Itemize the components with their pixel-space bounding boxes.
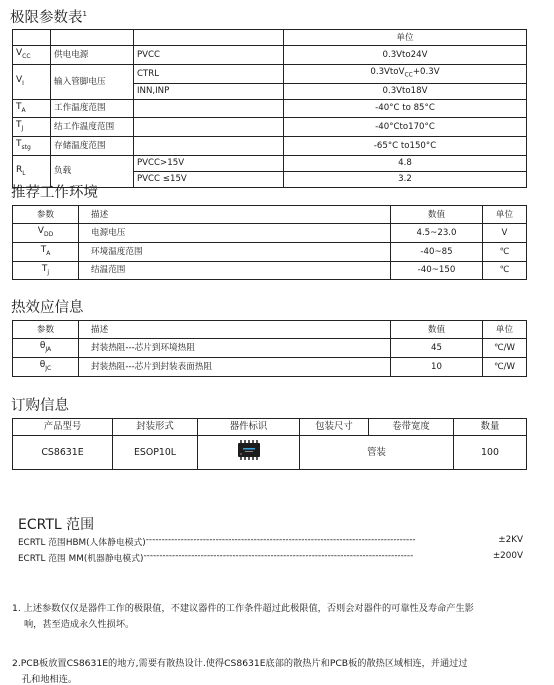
param-symbol: $V_I$ — [13, 64, 51, 99]
recommended-table — [12, 205, 527, 280]
param-condition: PVCC ≤15V — [134, 171, 284, 187]
param-condition: PVCC — [134, 46, 284, 65]
param-name: 供电电源 — [51, 46, 134, 65]
param-desc: 环境温度范围 — [79, 242, 391, 261]
header-unit: 单位 — [483, 206, 527, 224]
header-desc: 描述 — [79, 206, 391, 224]
param-symbol: $V_{CC}$ — [13, 46, 51, 65]
table-row — [13, 357, 527, 376]
header-package: 封装形式 — [113, 419, 198, 436]
thermal-title: 热效应信息 — [11, 300, 84, 316]
param-unit: ℃ — [483, 242, 527, 261]
table-row — [13, 261, 527, 280]
ecrtl-title: ECRTL 范围 — [18, 517, 95, 533]
header-desc: 描述 — [79, 321, 391, 339]
chip-icon — [236, 439, 262, 461]
param-value: 45 — [391, 339, 483, 358]
header-value: 数值 — [391, 206, 483, 224]
header-tape-width: 卷带宽度 — [369, 419, 454, 436]
note-1: 1. 上述参数仅仅是器件工作的极限值，不建议器件的工作条件超过此极限值，否则会对器件的可靠性及寿命产生影 响，甚至造成永久性损坏。 — [12, 603, 474, 630]
param-condition: PVCC>15V — [134, 155, 284, 171]
param-symbol: $T_A$ — [13, 99, 51, 118]
ecrtl-line: ECRTL 范围 MM(机器静电模式)------------------------------------------------------------------------------------- ±200V — [18, 551, 523, 564]
param-desc: 封装热阻---芯片到封装表面热阻 — [79, 357, 391, 376]
param-name: 负载 — [51, 155, 134, 187]
param-name: 结工作温度范围 — [51, 118, 134, 137]
param-unit: ℃/W — [483, 357, 527, 376]
param-name: 输入管脚电压 — [51, 64, 134, 99]
param-symbol: $T_j$ — [13, 261, 79, 280]
param-symbol: $T_J$ — [13, 118, 51, 137]
header-unit: 单位 — [483, 321, 527, 339]
param-symbol: $\theta_{JC}$ — [13, 357, 79, 376]
param-value: 4.8 — [284, 155, 527, 171]
header-param: 参数 — [13, 321, 79, 339]
param-unit: V — [483, 224, 527, 243]
param-value: -40°Cto170°C — [284, 118, 527, 137]
ecrtl-line: ECRTL 范围HBM(人体静电模式)------------------------------------------------------------------------------------- ±2KV — [18, 535, 523, 548]
order-packing: 管装 — [300, 436, 454, 470]
param-condition: INN,INP — [134, 83, 284, 99]
param-symbol: $V_{DD}$ — [13, 224, 79, 243]
limits-table — [12, 29, 527, 188]
param-value: -65°C to150°C — [284, 137, 527, 156]
param-desc: 封装热阻---芯片到环境热阻 — [79, 339, 391, 358]
header-marking: 器件标识 — [198, 419, 300, 436]
param-name: 存储温度范围 — [51, 137, 134, 156]
param-symbol: $T_A$ — [13, 242, 79, 261]
param-desc: 电源电压 — [79, 224, 391, 243]
order-model: CS8631E — [13, 436, 113, 470]
header-model: 产品型号 — [13, 419, 113, 436]
param-unit: ℃/W — [483, 339, 527, 358]
param-value: -40~85 — [391, 242, 483, 261]
param-name: 工作温度范围 — [51, 99, 134, 118]
order-quantity: 100 — [454, 436, 527, 470]
header-value: 数值 — [391, 321, 483, 339]
header-pack-size: 包装尺寸 — [300, 419, 369, 436]
param-value: 4.5~23.0 — [391, 224, 483, 243]
unit-header: 单位 — [284, 30, 527, 46]
order-package: ESOP10L — [113, 436, 198, 470]
chip-image — [198, 436, 300, 470]
param-value: -40°C to 85°C — [284, 99, 527, 118]
header-quantity: 数量 — [454, 419, 527, 436]
param-symbol: $R_L$ — [13, 155, 51, 187]
table-row — [13, 242, 527, 261]
param-desc: 结温范围 — [79, 261, 391, 280]
param-condition: CTRL — [134, 64, 284, 83]
thermal-table — [12, 320, 527, 377]
order-table — [12, 418, 527, 470]
table-row — [13, 224, 527, 243]
param-value: 0.3Vto24V — [284, 46, 527, 65]
limits-title: 极限参数表$^1$ — [10, 10, 87, 26]
note-2: 2.PCB板放置CS8631E的地方,需要有散热设计.使得CS8631E底部的散热片和PCB板的散热区域相连，并通过过 孔和地相连。 — [12, 658, 468, 685]
param-symbol: $\theta_{JA}$ — [13, 339, 79, 358]
param-symbol: $T_{stg}$ — [13, 137, 51, 156]
param-value: 0.3VtoV$_{CC}$+0.3V — [284, 64, 527, 83]
param-value: 10 — [391, 357, 483, 376]
param-value: 3.2 — [284, 171, 527, 187]
param-value: -40~150 — [391, 261, 483, 280]
order-title: 订购信息 — [11, 398, 69, 414]
header-param: 参数 — [13, 206, 79, 224]
table-row — [13, 339, 527, 358]
recommended-title: 推荐工作环境 — [11, 185, 98, 201]
param-value: 0.3Vto18V — [284, 83, 527, 99]
param-unit: ℃ — [483, 261, 527, 280]
